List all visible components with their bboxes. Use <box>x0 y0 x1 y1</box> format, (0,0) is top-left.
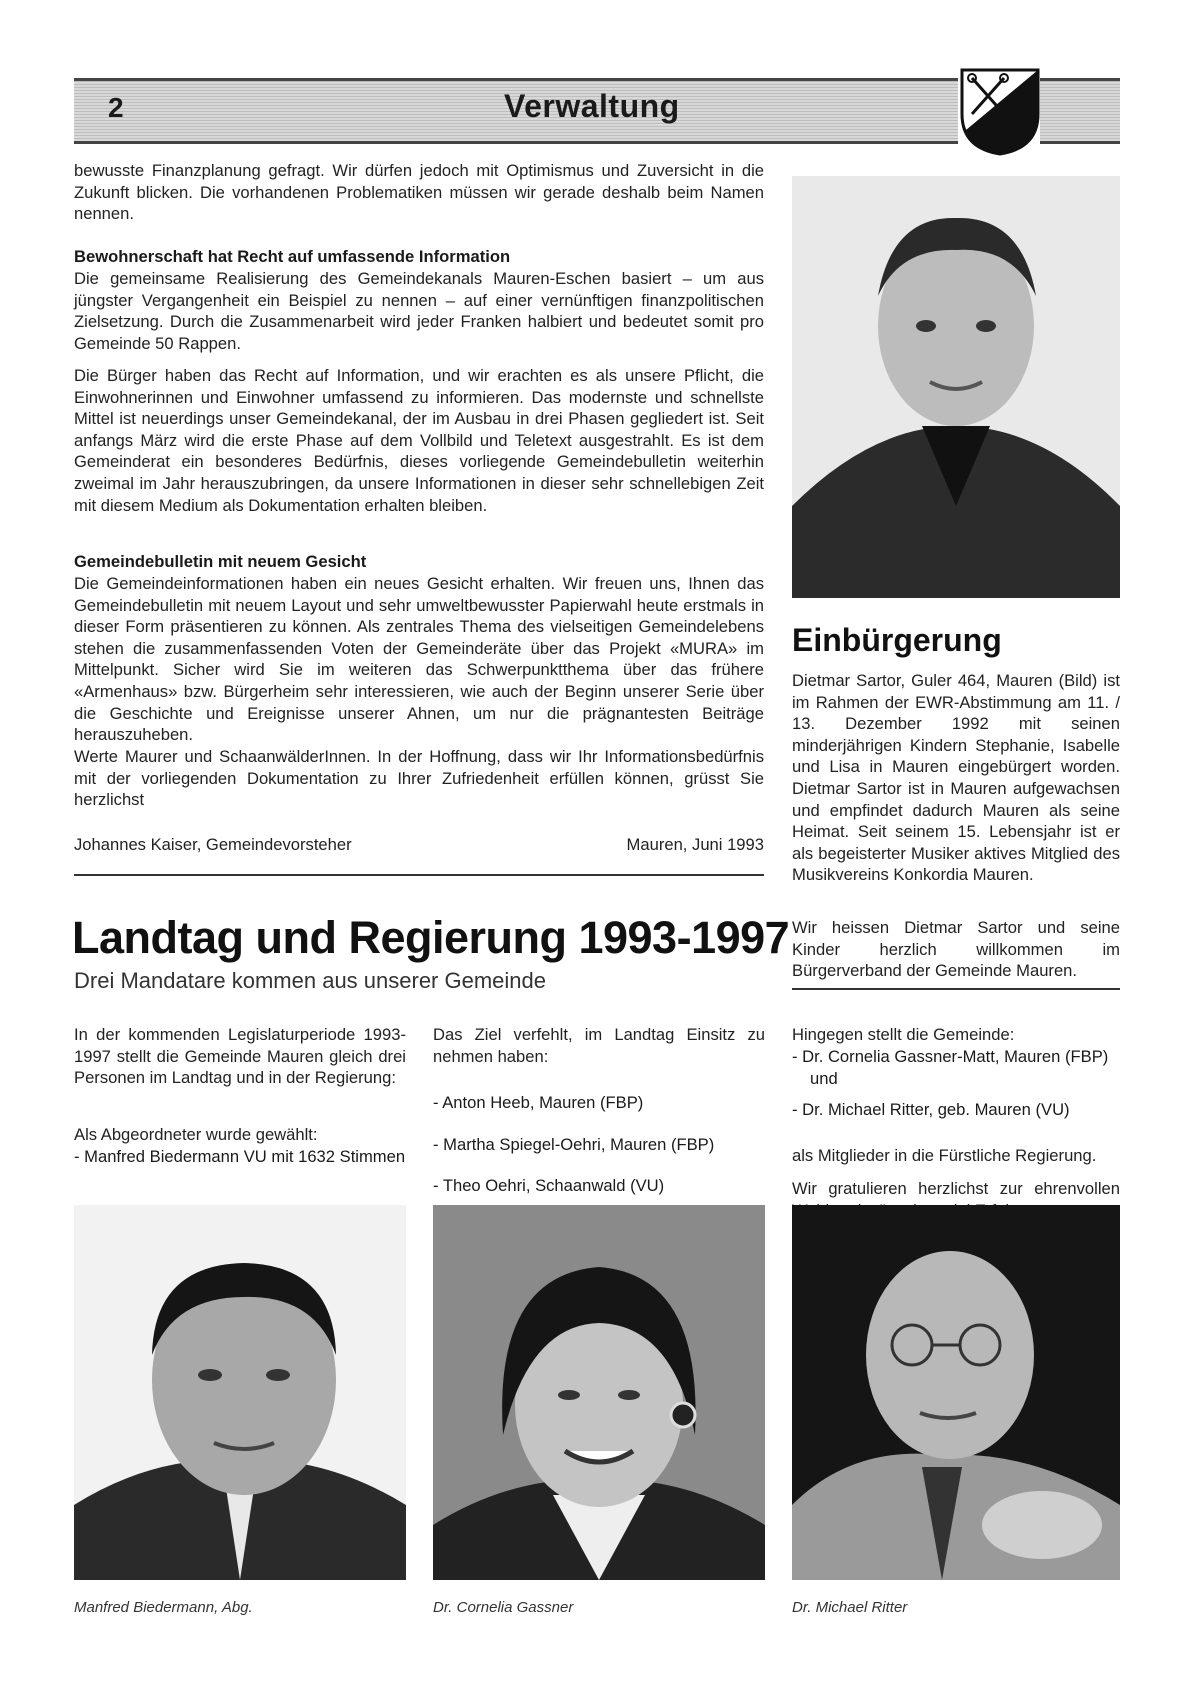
column3-text: als Mitglieder in die Fürstliche Regierung. <box>792 1146 1097 1165</box>
page-header <box>74 78 1120 144</box>
place-date: Mauren, Juni 1993 <box>626 835 764 854</box>
column1-list <box>74 1146 406 1168</box>
photo-gassner <box>433 1205 765 1580</box>
article-title: Landtag und Regierung 1993-1997 <box>72 912 790 963</box>
paragraph: Die Gemeindeinformationen haben ein neues Gesicht erhalten. Wir freuen uns, Ihnen das Gemeindebulletin mit neuem Layout und sehr umweltbewusster Papierwahl heute erstmals in dieser Form präsentieren zu können. Als zentrales Thema des vielseitigen Gemeindelebens stehen die zusammenfassenden Voten der Gemeinderäte über das Projekt «MURA» im Mittelpunkt. Sicher wird Sie im weiteren das Schwerpunktthema über das frühere «Armenhaus» bzw. Bürgerheim sehr interessieren, wie auch der Beginn unserer Serie über die Geschichte und Ereignisse unserer Ahnen, um nur die prägnantesten Beiträge herauszuheben. <box>74 574 764 745</box>
list-item: - Manfred Biedermann VU mit 1632 Stimmen <box>74 1147 406 1166</box>
column3-intro: Hingegen stellt die Gemeinde: <box>792 1025 1015 1044</box>
divider <box>792 988 1120 990</box>
list-item: - Dr. Cornelia Gassner-Matt, Mauren (FBP) und <box>792 1047 1109 1088</box>
divider <box>74 874 764 876</box>
sidebar-paragraph: Wir heissen Dietmar Sartor und seine Kinder herzlich willkommen im Bürgerverband der Gemeinde Mauren. <box>792 918 1120 981</box>
page-number: 2 <box>108 92 124 123</box>
intro-paragraph: bewusste Finanzplanung gefragt. Wir dürfen jedoch mit Optimismus und Zuversicht in die Zukunft blicken. Die vorhandenen Problematiken müssen wir gerade deshalb beim Namen nennen. <box>74 161 764 224</box>
article-subtitle: Drei Mandatare kommen aus unserer Gemeinde <box>74 968 547 993</box>
column1-intro: In der kommenden Legislaturperiode 1993-1997 stellt die Gemeinde Mauren gleich drei Personen im Landtag und in der Regierung: <box>74 1025 406 1088</box>
coat-of-arms-icon <box>954 64 1046 158</box>
column1-label: Als Abgeordneter wurde gewählt: <box>74 1125 318 1144</box>
photo-ritter <box>792 1205 1120 1580</box>
column3-list <box>792 1046 1120 1121</box>
list-item: - Anton Heeb, Mauren (FBP) <box>433 1093 644 1112</box>
portrait-photo <box>792 176 1120 598</box>
paragraph: Werte Maurer und SchaanwälderInnen. In der Hoffnung, dass wir Ihr Informationsbedürfnis mit der vorliegenden Dokumentation zu Ihrer Zufriedenheit erfüllen können, grüsst Sie herzlichst <box>74 747 764 810</box>
header-band-right <box>1040 78 1120 144</box>
section-title: Verwaltung <box>504 88 680 124</box>
photo-caption: Dr. Michael Ritter <box>792 1599 908 1616</box>
column2-list <box>433 1092 765 1197</box>
section-heading-bulletin: Gemeindebulletin mit neuem Gesicht <box>74 552 367 571</box>
column3-closing: Wir gratulieren herzlichst zur ehrenvollen <box>792 1179 1120 1198</box>
photo-biedermann <box>74 1205 406 1580</box>
list-item: - Theo Oehri, Schaanwald (VU) <box>433 1176 665 1196</box>
signature: Johannes Kaiser, Gemeindevorsteher <box>74 835 352 854</box>
list-item: - Dr. Michael Ritter, geb. Mauren (VU) <box>792 1100 1070 1120</box>
section-heading-information: Bewohnerschaft hat Recht auf umfassende Information <box>74 247 511 266</box>
list-item: - Martha Spiegel-Oehri, Mauren (FBP) <box>433 1134 715 1154</box>
sidebar-paragraph: Dietmar Sartor, Guler 464, Mauren (Bild) ist im Rahmen der EWR-Abstimmung am 11. / 13. Dezember 1992 mit seinen minderjährigen Kindern Stephanie, Isabelle und Lisa in Mauren eingebürgert worden. Dietmar Sartor ist in Mauren aufgewachsen und empfindet dadurch Mauren als seine Heimat. Seit seinem 15. Lebensjahr ist er als begeisterter Musiker aktives Mitglied des Musikvereins Konkordia Mauren. <box>792 671 1120 885</box>
photo-caption: Manfred Biedermann, Abg. <box>74 1599 253 1616</box>
sidebar-heading: Einbürgerung <box>792 622 1002 658</box>
paragraph: Die Bürger haben das Recht auf Information, und wir erachten es als unsere Pflicht, die Einwohnerinnen und Einwohner umfassend zu informieren. Das modernste und schnellste Mittel ist neuerdings unser Gemeindekanal, der im Ausbau in drei Phasen gegliedert ist. Seit anfangs März wird die erste Phase auf dem Vollbild und Teletext ausgestrahlt. Es ist dem Gemeinderat ein besonderes Bedürfnis, dieses vorliegende Gemeindebulletin weiterhin zweimal im Jahr herauszubringen, da unsere Informationen in dieser sehr schnellebigen Zeit mit diesem Medium als Dokumentation erhalten bleiben. <box>74 366 764 515</box>
column2-intro: Das Ziel verfehlt, im Landtag Einsitz zu nehmen haben: <box>433 1025 765 1066</box>
photo-caption: Dr. Cornelia Gassner <box>433 1599 574 1616</box>
paragraph: Die gemeinsame Realisierung des Gemeindekanals Mauren-Eschen basiert – um aus jüngster Vergangenheit ein Beispiel zu nennen – auf einer vernünftigen finanzpolitischen Zielsetzung. Durch die Zusammenarbeit wird jeder Franken halbiert und bedeutet somit pro Gemeinde 50 Rappen. <box>74 269 764 353</box>
